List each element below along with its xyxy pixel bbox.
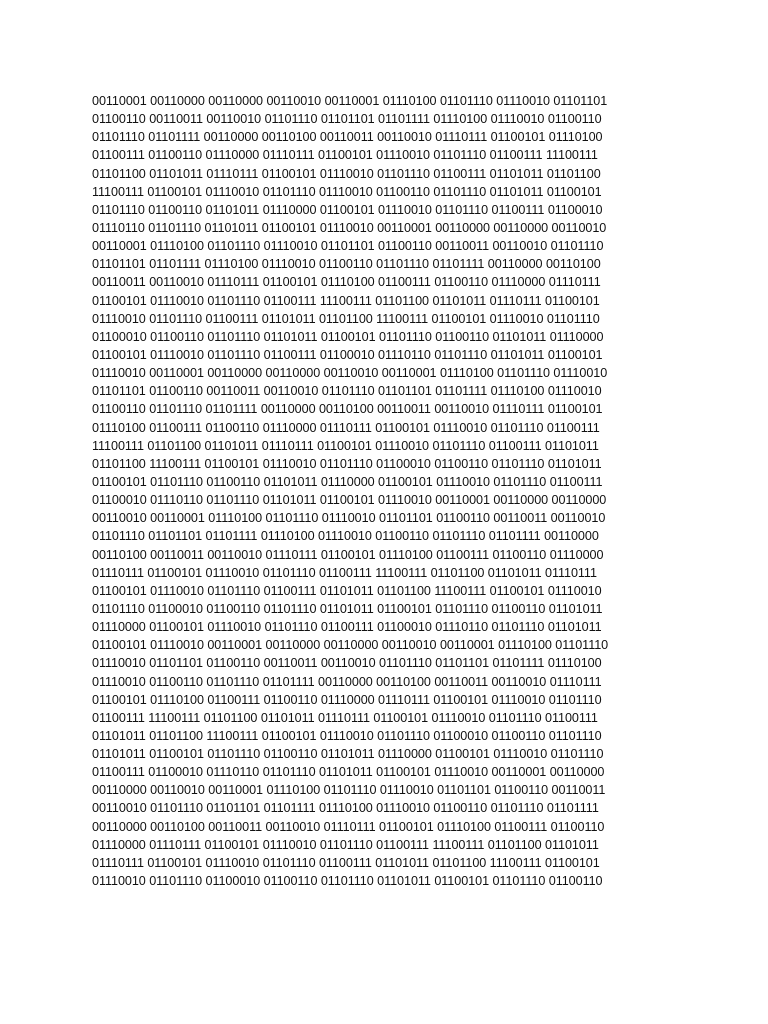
binary-text-line: 01101101 01101111 01110100 01110010 01100110 01101110 01101111 00110000 00110100 [92, 257, 601, 272]
binary-text-line: 01101110 01101101 01101111 01110100 01110010 01100110 01101110 01101111 00110000 [92, 529, 599, 544]
binary-text-line: 01110100 01100111 01100110 01110000 01110111 01100101 01110010 01101110 01100111 [92, 420, 600, 435]
binary-text-line: 01110000 01110111 01100101 01110010 01101110 01100111 11100111 01101100 01101011 [92, 837, 599, 852]
binary-text-line: 00110100 00110011 00110010 01110111 01100101 01110100 01100111 01100110 01110000 [92, 547, 604, 562]
binary-text-block [92, 92, 672, 890]
binary-text-line: 01110010 01101101 01100110 00110011 00110010 01101110 01101101 01101111 01110100 [92, 656, 602, 671]
binary-text-line: 01110010 01100110 01101110 01101111 00110000 00110100 00110011 00110010 01110111 [92, 674, 602, 689]
binary-text-line: 01101100 01101011 01110111 01100101 01110010 01101110 01100111 01101011 01101100 [92, 166, 601, 181]
binary-text-line: 00110001 00110000 00110000 00110010 00110001 01110100 01101110 01110010 01101101 [92, 94, 608, 108]
binary-text-line: 01100101 01110010 00110001 00110000 00110000 00110010 00110001 01110100 01101110 [92, 638, 609, 653]
binary-text-line: 00110011 00110010 01110111 01100101 01110100 01100111 01100110 01110000 01110111 [92, 275, 601, 290]
binary-text-line: 01101100 11100111 01100101 01110010 01101110 01100010 01100110 01101110 01101011 [92, 456, 602, 471]
binary-text-line: 01110010 01101110 01100111 01101011 01101100 11100111 01100101 01110010 01101110 [92, 311, 600, 326]
binary-text-line: 01110000 01100101 01110010 01101110 01100111 01100010 01110110 01101110 01101011 [92, 620, 602, 635]
binary-text-line: 01110010 01101110 01100010 01100110 01101110 01101011 01100101 01101110 01100110 [92, 874, 603, 889]
binary-text-line: 01101011 01100101 01101110 01100110 01101011 01110000 01100101 01110010 01101110 [92, 747, 604, 762]
binary-text-line: 01100111 01100110 01110000 01110111 01100101 01110010 01101110 01100111 11100111 [92, 148, 598, 163]
binary-text-line: 01100110 01101110 01101111 00110000 00110100 00110011 00110010 01110111 01100101 [92, 402, 603, 417]
binary-text-line: 01100101 01110100 01100111 01100110 01110000 01110111 01100101 01110010 01101110 [92, 692, 602, 707]
binary-text-line: 00110010 00110001 01110100 01101110 01110010 01101101 01100110 00110011 00110010 [92, 511, 606, 526]
binary-text-line: 01100101 01110010 01101110 01100111 01101011 01101100 11100111 01100101 01110010 [92, 583, 602, 598]
binary-text-line: 01100010 01100110 01101110 01101011 01100101 01101110 01100110 01101011 01110000 [92, 329, 604, 344]
binary-text-line: 01110110 01101110 01101011 01100101 01110010 00110001 00110000 00110000 00110010 [92, 220, 607, 235]
binary-text-line: 01100101 01101110 01100110 01101011 01110000 01100101 01110010 01101110 01100111 [92, 474, 603, 489]
binary-text-line: 01110111 01100101 01110010 01101110 01100111 01101011 01101100 11100111 01100101 [92, 855, 600, 870]
binary-text-line: 01100110 00110011 00110010 01101110 01101101 01101111 01110100 01110010 01100110 [92, 112, 602, 127]
binary-text-line: 00110010 01101110 01101101 01101111 01110100 01110010 01100110 01101110 01101111 [92, 801, 599, 816]
binary-text-line: 01101101 01100110 00110011 00110010 01101110 01101101 01101111 01110100 01110010 [92, 384, 602, 399]
binary-text-line: 00110000 00110100 00110011 00110010 01110111 01100101 01110100 01100111 01100110 [92, 819, 605, 834]
binary-text-line: 01101110 01100110 01101011 01110000 01100101 01110010 01101110 01100111 01100010 [92, 202, 603, 217]
binary-text-line: 01101110 01100010 01100110 01101110 01101011 01100101 01101110 01100110 01101011 [92, 601, 603, 616]
binary-text-line: 00110001 01110100 01101110 01110010 01101101 01100110 00110011 00110010 01101110 [92, 239, 604, 254]
binary-text-line: 01100111 11100111 01101100 01101011 01110111 01100101 01110010 01101110 01100111 [92, 710, 598, 725]
binary-text-line: 01110111 01100101 01110010 01101110 01100111 11100111 01101100 01101011 01110111 [92, 565, 597, 580]
binary-text-line: 01100010 01110110 01101110 01101011 01100101 01110010 00110001 00110000 00110000 [92, 493, 607, 508]
binary-text-line: 01101011 01101100 11100111 01100101 01110010 01101110 01100010 01100110 01101110 [92, 728, 602, 743]
binary-text-line: 01100101 01110010 01101110 01100111 11100111 01101100 01101011 01110111 01100101 [92, 293, 600, 308]
binary-text-line: 01100101 01110010 01101110 01100111 01100010 01110110 01101110 01101011 01100101 [92, 347, 603, 362]
binary-text-line: 01110010 00110001 00110000 00110000 00110010 00110001 01110100 01101110 01110010 [92, 366, 608, 381]
binary-text-line: 00110000 00110010 00110001 01110100 01101110 01110010 01101101 01100110 00110011 [92, 783, 606, 798]
binary-text-line: 01101110 01101111 00110000 00110100 00110011 00110010 01110111 01100101 01110100 [92, 130, 603, 145]
binary-text-line: 01100111 01100010 01110110 01101110 01101011 01100101 01110010 00110001 00110000 [92, 765, 605, 780]
binary-text-line: 11100111 01101100 01101011 01110111 01100101 01110010 01101110 01100111 01101011 [92, 438, 599, 453]
binary-text-line: 11100111 01100101 01110010 01101110 01110010 01100110 01101110 01101011 01100101 [92, 184, 602, 199]
